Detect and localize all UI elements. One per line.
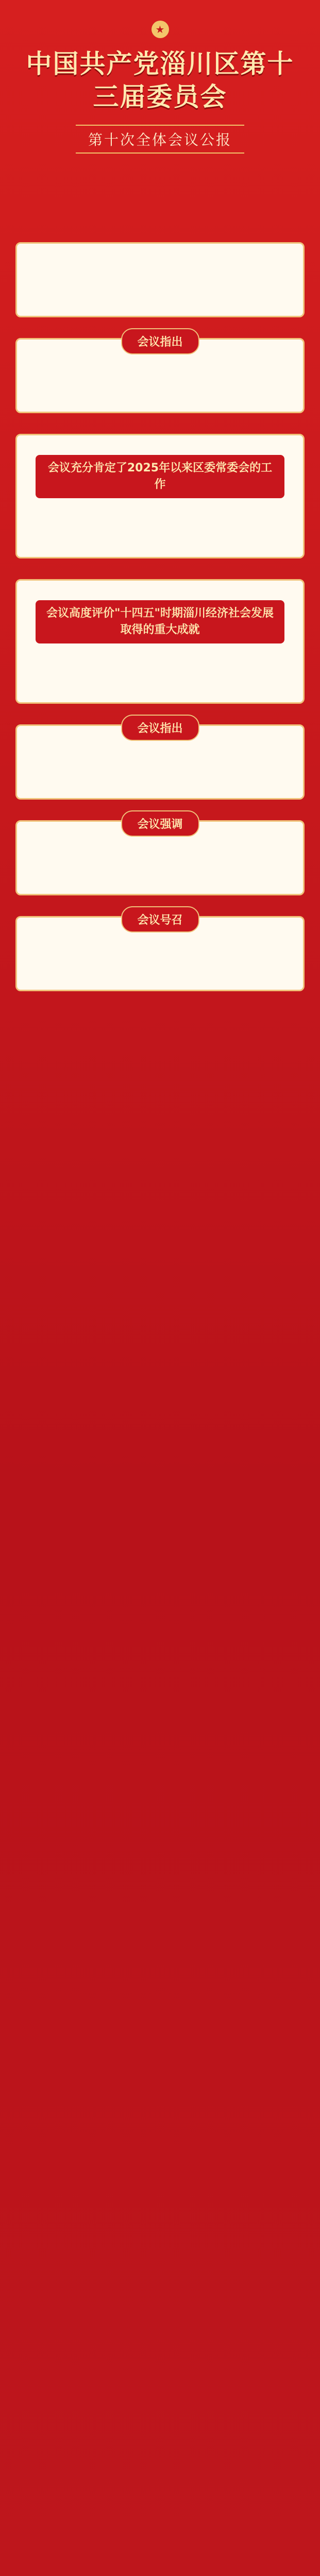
star-icon: ★ bbox=[151, 21, 169, 38]
header bbox=[0, 0, 320, 242]
section-card bbox=[15, 916, 305, 991]
section-card bbox=[15, 579, 305, 704]
section-tag: 会议指出 bbox=[121, 328, 199, 354]
section-card bbox=[15, 724, 305, 800]
section-tag: 会议强调 bbox=[121, 810, 199, 837]
section-tag: 会议号召 bbox=[121, 906, 199, 933]
section-banner: 会议充分肯定了2025年以来区委常委会的工作 bbox=[36, 455, 284, 498]
sections-container bbox=[0, 242, 320, 991]
section-card bbox=[15, 820, 305, 895]
section-paragraph bbox=[36, 942, 284, 960]
section-paragraph bbox=[36, 655, 284, 672]
section-banner: 会议高度评价"十四五"时期淄川经济社会发展取得的重大成就 bbox=[36, 600, 284, 643]
section-card bbox=[15, 242, 305, 317]
page-title: 中国共产党淄川区第十三届委员会 bbox=[26, 49, 294, 112]
section-tag: 会议指出 bbox=[121, 715, 199, 741]
page-subtitle: 第十次全体会议公报 bbox=[76, 125, 244, 154]
section-paragraph bbox=[36, 364, 284, 382]
section-paragraph bbox=[36, 510, 284, 527]
section-paragraph bbox=[36, 751, 284, 768]
section-paragraph bbox=[36, 846, 284, 864]
section-card bbox=[15, 434, 305, 558]
section-paragraph bbox=[36, 268, 284, 286]
section-card bbox=[15, 338, 305, 413]
